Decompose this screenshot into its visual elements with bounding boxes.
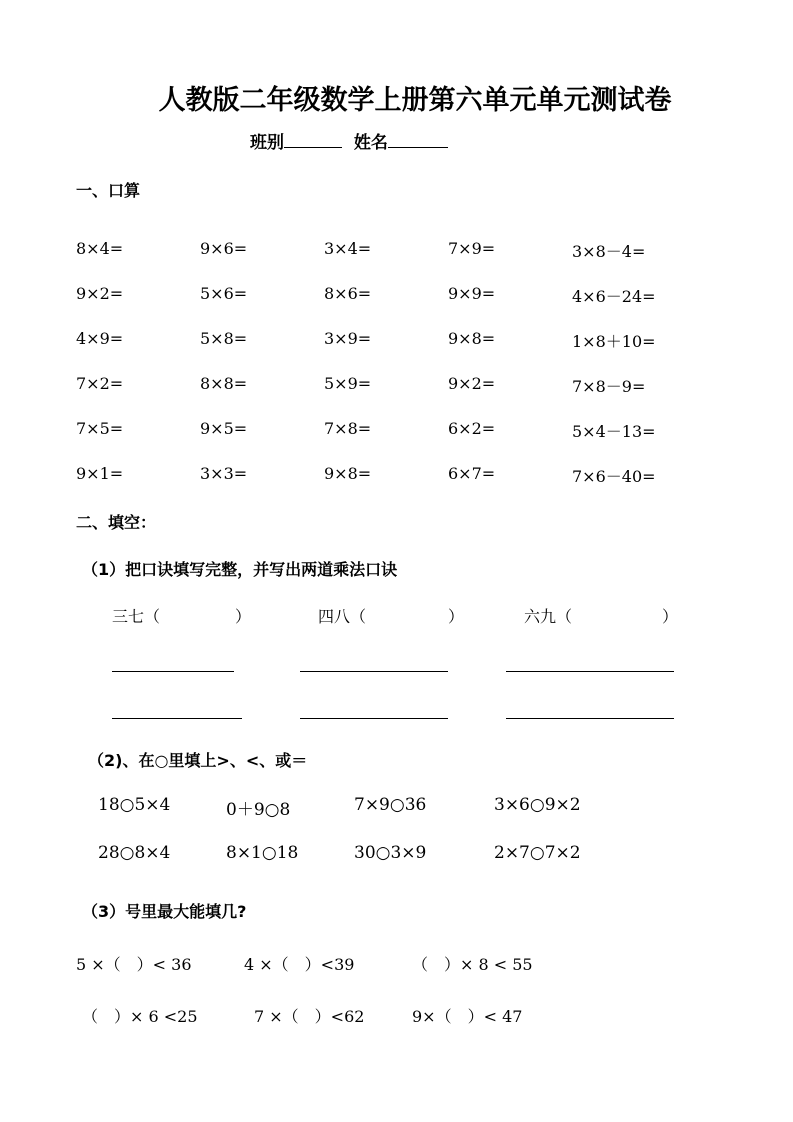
compare-item: 0＋9○8 — [226, 800, 291, 820]
rhyme-item-label: 四八（ — [318, 607, 367, 626]
rhyme-item-label: 六九（ — [524, 607, 573, 626]
name-blank[interactable] — [388, 147, 448, 148]
problem: 9×1= — [76, 464, 124, 483]
problem: 8×8= — [200, 374, 248, 393]
problem: 5×4－13= — [572, 422, 656, 441]
problem: 7×8－9= — [572, 377, 646, 396]
compare-item: 7×9○36 — [354, 795, 427, 815]
problem: 1×8＋10= — [572, 332, 656, 351]
problem: 8×4= — [76, 239, 124, 258]
max-fill-item: （ ）× 8 < 55 — [412, 955, 533, 974]
problem: 9×2= — [448, 374, 496, 393]
name-label: 姓名 — [353, 133, 388, 153]
problem: 4×9= — [76, 329, 124, 348]
problem: 4×6－24= — [572, 287, 656, 306]
q1-prompt: （1）把口诀填写完整，并写出两道乘法口诀 — [82, 560, 398, 579]
max-fill-item: 4 ×（ ）<39 — [244, 955, 355, 974]
problem: 6×7= — [448, 464, 496, 483]
compare-item: 2×7○7×2 — [494, 843, 581, 863]
problem: 3×3= — [200, 464, 248, 483]
problem: 3×4= — [324, 239, 372, 258]
class-label: 班别 — [250, 133, 284, 153]
problem: 8×6= — [324, 284, 372, 303]
problem: 5×8= — [200, 329, 248, 348]
problem: 9×9= — [448, 284, 496, 303]
problem: 3×9= — [324, 329, 372, 348]
problem: 7×8= — [324, 419, 372, 438]
compare-item: 30○3×9 — [354, 843, 427, 863]
answer-line[interactable] — [506, 671, 674, 672]
rhyme-item-close: ） — [448, 607, 465, 626]
problem: 9×8= — [324, 464, 372, 483]
problem: 7×9= — [448, 239, 496, 258]
compare-item: 3×6○9×2 — [494, 795, 581, 815]
rhyme-item-close: ） — [235, 607, 252, 626]
max-fill-item: （ ）× 6 <25 — [82, 1007, 198, 1026]
section2-heading: 二、填空： — [76, 513, 157, 532]
problem: 9×6= — [200, 239, 248, 258]
max-fill-item: 7 ×（ ）<62 — [254, 1007, 365, 1026]
answer-line[interactable] — [112, 718, 242, 719]
problem: 7×2= — [76, 374, 124, 393]
problem: 7×6－40= — [572, 467, 656, 486]
q2-prompt: （2)、在○里填上>、<、或＝ — [88, 751, 308, 770]
q3-prompt: （3）号里最大能填几? — [82, 902, 247, 921]
problem: 9×2= — [76, 284, 124, 303]
problem: 7×5= — [76, 419, 124, 438]
compare-item: 28○8×4 — [98, 843, 171, 863]
section1-heading: 一、口算 — [76, 181, 141, 200]
rhyme-item-close: ） — [662, 607, 679, 626]
problem: 5×9= — [324, 374, 372, 393]
compare-item: 8×1○18 — [226, 843, 299, 863]
max-fill-item: 5 ×（ ）< 36 — [76, 955, 192, 974]
answer-line[interactable] — [300, 718, 448, 719]
problem: 5×6= — [200, 284, 248, 303]
rhyme-item-label: 三七（ — [112, 607, 161, 626]
problem: 3×8－4= — [572, 242, 646, 261]
page-title: 人教版二年级数学上册第六单元单元测试卷 — [158, 85, 672, 116]
compare-item: 18○5×4 — [98, 795, 171, 815]
problem: 6×2= — [448, 419, 496, 438]
problem: 9×8= — [448, 329, 496, 348]
max-fill-item: 9×（ ）< 47 — [412, 1007, 523, 1026]
answer-line[interactable] — [300, 671, 448, 672]
class-blank[interactable] — [284, 147, 342, 148]
answer-line[interactable] — [112, 671, 234, 672]
answer-line[interactable] — [506, 718, 674, 719]
student-info — [250, 128, 448, 153]
problem: 9×5= — [200, 419, 248, 438]
